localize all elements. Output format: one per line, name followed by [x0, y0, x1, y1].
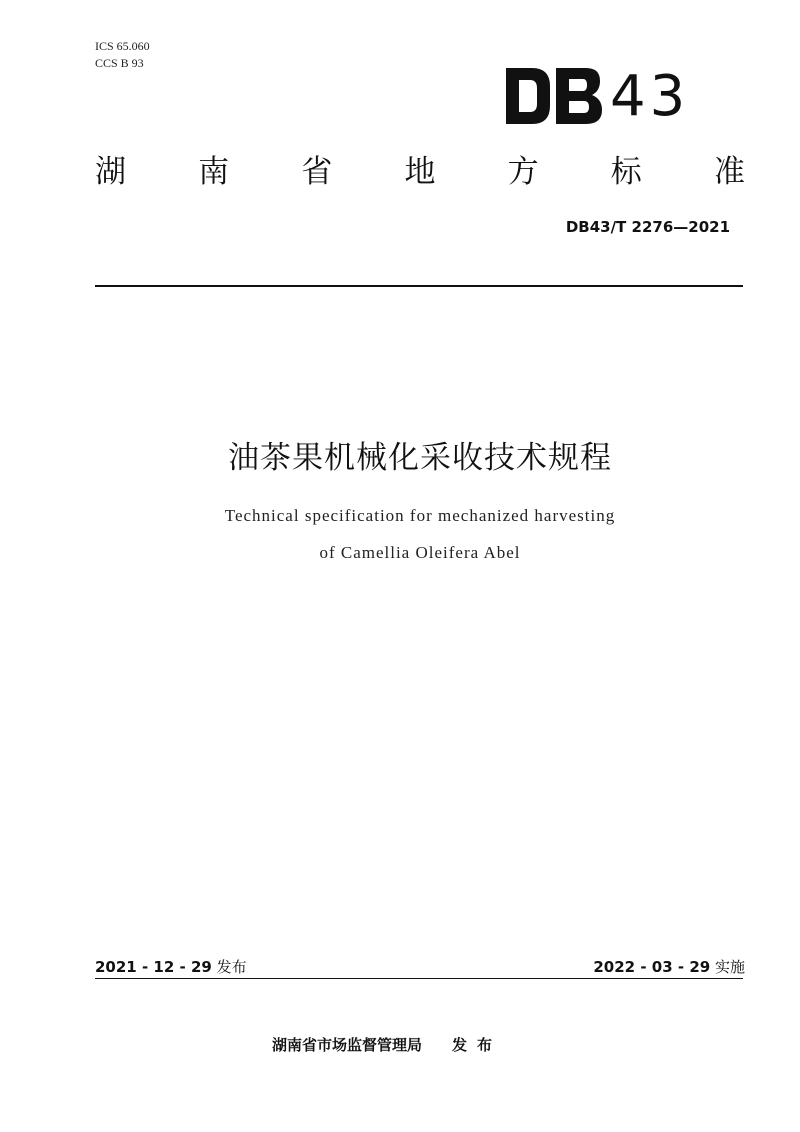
- ccs-code: CCS B 93: [95, 56, 144, 70]
- province-number: 43: [610, 64, 690, 129]
- category-char: 省: [301, 154, 333, 190]
- footer-divider: [95, 978, 743, 979]
- category-char: 方: [507, 154, 539, 190]
- category-char: 准: [713, 154, 745, 190]
- implement-label: 实施: [714, 958, 745, 976]
- document-title-zh: 油茶果机械化采收技术规程: [228, 440, 612, 476]
- issue-date: 2021 - 12 - 29: [95, 958, 212, 976]
- issue-label: 发布: [216, 958, 247, 976]
- db-logo-icon: [506, 68, 602, 124]
- category-char: 标: [610, 154, 642, 190]
- category-char: 南: [198, 154, 230, 190]
- ics-code: ICS 65.060: [95, 39, 150, 53]
- implement-date: 2022 - 03 - 29: [593, 958, 711, 976]
- header-divider: [95, 285, 743, 287]
- document-title-en-line2: of Camellia Oleifera Abel: [319, 543, 521, 562]
- category-char: 地: [404, 154, 436, 190]
- issuer-name: 湖南省市场监督管理局: [272, 1036, 423, 1054]
- standard-code: DB43/T 2276—2021: [565, 218, 730, 236]
- implement-date-block: [500, 956, 745, 977]
- category-char: 湖: [95, 154, 126, 190]
- issuer-action: 发布: [452, 1036, 503, 1054]
- issue-date-block: [95, 956, 247, 977]
- classification-codes: [95, 38, 150, 72]
- standard-category-title: [95, 150, 745, 194]
- document-title-en-line1: Technical specification for mechanized harvesting: [224, 506, 616, 525]
- issuer-line: [272, 1034, 502, 1055]
